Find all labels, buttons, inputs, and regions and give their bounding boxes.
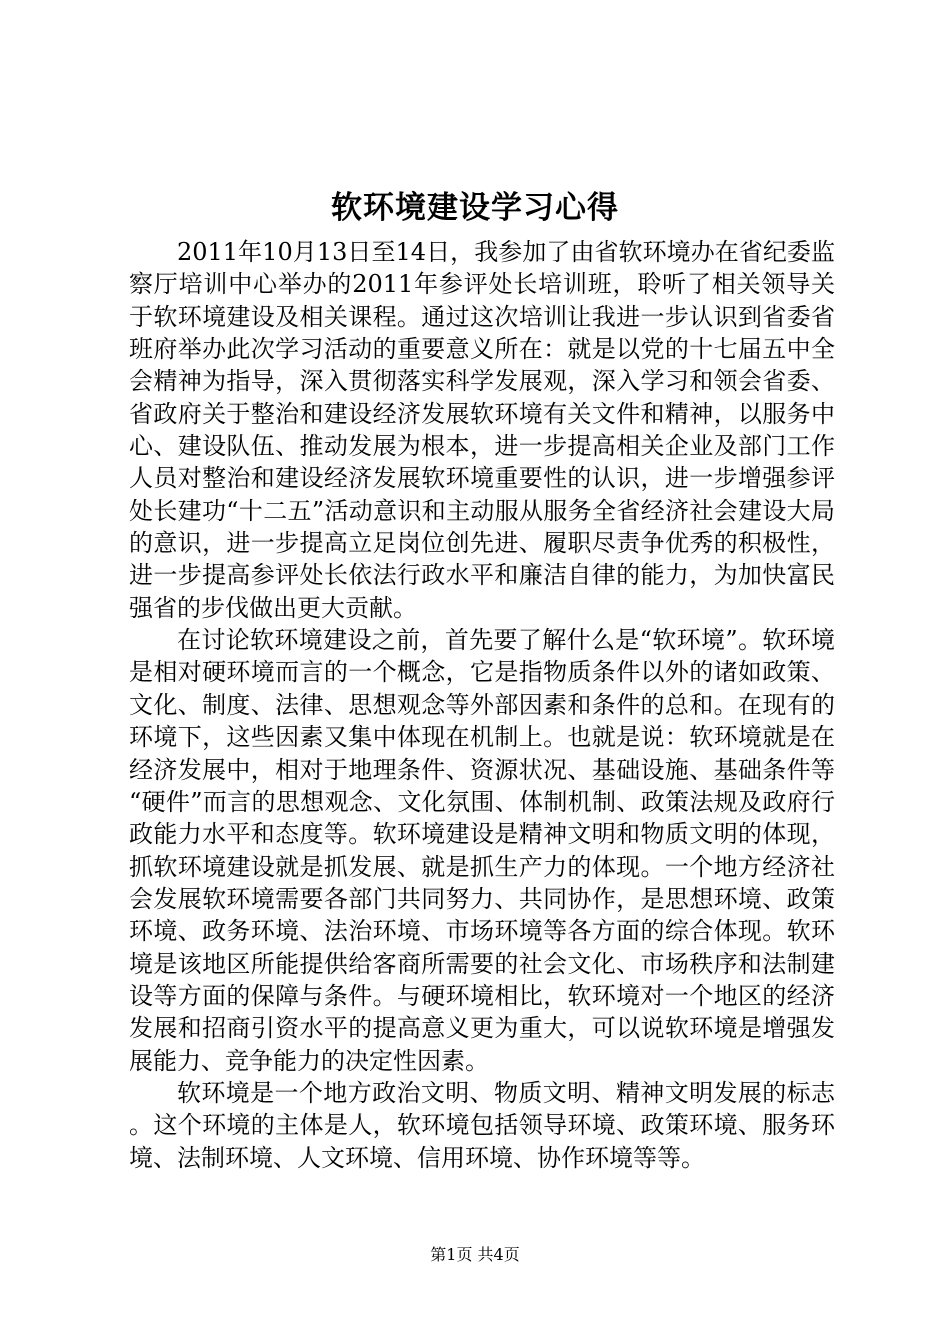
document-title: 软环境建设学习心得 [331,190,619,226]
paragraph-3: 软环境是一个地方政治文明、物质文明、精神文明发展的标志。这个环境的主体是人，软环境包括领导环境、政策环境、服务环境、法制环境、人文环境、信用环境、协作环境等等。 [129,1078,835,1172]
paragraph-1: 2011年10月13日至14日，我参加了由省软环境办在省纪委监察厅培训中心举办的2011年参评处长培训班，聆听了相关领导关于软环境建设及相关课程。通过这次培训让我进一步认识到省委省班府举办此次学习活动的重要意义所在：就是以党的十七届五中全会精神为指导，深入贯彻落实科学发展观，深入学习和领会省委、省政府关于整治和建设经济发展软环境有关文件和精神，以服务中心、建设队伍、推动发展为根本，进一步提高相关企业及部门工作人员对整治和建设经济发展软环境重要性的认识，进一步增强参评处长建功“十二五”活动意识和主动服从服务全省经济社会建设大局的意识，进一步提高立足岗位创先进、履职尽责争优秀的积极性，进一步提高参评处长依法行政水平和廉洁自律的能力，为加快富民强省的步伐做出更大贡献。 [129,238,835,622]
document-body [129,236,835,1174]
page-footer: 第1页 共4页 [430,1245,520,1264]
paragraph-2: 在讨论软环境建设之前，首先要了解什么是“软环境”。软环境是相对硬环境而言的一个概念，它是指物质条件以外的诸如政策、文化、制度、法律、思想观念等外部因素和条件的总和。在现有的环境下，这些因素又集中体现在机制上。也就是说：软环境就是在经济发展中，相对于地理条件、资源状况、基础设施、基础条件等“硬件”而言的思想观念、文化氛围、体制机制、政策法规及政府行政能力水平和态度等。软环境建设是精神文明和物质文明的体现，抓软环境建设就是抓发展、就是抓生产力的体现。一个地方经济社会发展软环境需要各部门共同努力、共同协作，是思想环境、政策环境、政务环境、法治环境、市场环境等各方面的综合体现。软环境是该地区所能提供给客商所需要的社会文化、市场秩序和法制建设等方面的保障与条件。与硬环境相比，软环境对一个地区的经济发展和招商引资水平的提高意义更为重大，可以说软环境是增强发展能力、竞争能力的决定性因素。 [129,626,835,1075]
